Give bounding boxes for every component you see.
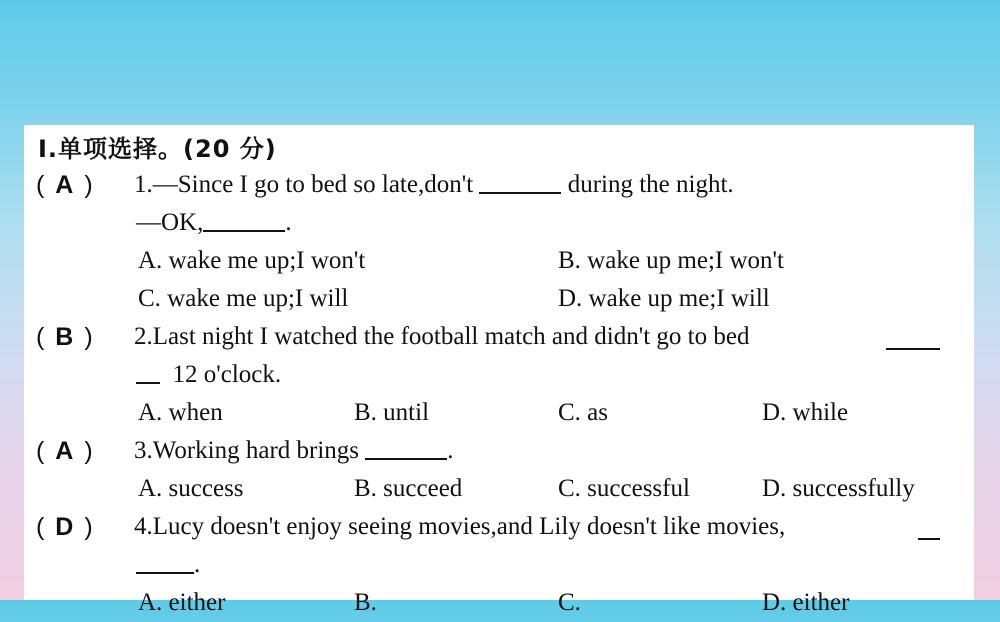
question-2 [24, 318, 974, 356]
answer-blank [886, 324, 940, 350]
question-number: 3. [134, 437, 153, 464]
option-a: A. either [138, 589, 226, 616]
option-d: D. either [762, 589, 850, 616]
question-text: —Since I go to bed so late,don't [152, 171, 474, 198]
answer-blank [136, 358, 160, 384]
question-number: 1. [134, 171, 153, 198]
question-1-line-2 [24, 204, 974, 242]
option-b: B. [354, 589, 377, 616]
option-d: D. wake up me;I will [558, 285, 770, 312]
option-d: D. successfully [762, 475, 915, 502]
question-text: . [447, 437, 454, 464]
answer-letter: A [55, 171, 74, 199]
option-c: C. successful [558, 475, 690, 502]
answer-letter: A [55, 437, 74, 465]
option-a: A. wake me up;I won't [138, 247, 366, 274]
question-3 [24, 432, 974, 470]
section-title: Ⅰ.单项选择。(20 分) [38, 135, 277, 163]
answer-paren: ( B ) [36, 318, 93, 356]
answer-blank [136, 548, 194, 574]
question-text: 12 o'clock. [172, 361, 282, 388]
answer-blank [203, 206, 285, 232]
answer-letter: D [55, 513, 74, 541]
question-text: —OK, [136, 209, 204, 236]
question-text: Working hard brings [152, 437, 360, 464]
answer-paren: ( D ) [36, 508, 93, 546]
worksheet [24, 125, 974, 616]
answer-blank [918, 514, 940, 540]
answer-paren: ( A ) [36, 432, 93, 470]
answer-blank [479, 168, 561, 194]
options-row [24, 470, 974, 508]
answer-letter: B [55, 323, 74, 351]
question-4 [24, 508, 974, 546]
question-text: . [194, 551, 201, 578]
question-number: 4. [134, 513, 153, 540]
question-text: during the night. [567, 171, 734, 198]
question-2-line-2 [24, 356, 974, 394]
options-row [24, 280, 974, 318]
options-row [24, 394, 974, 432]
question-number: 2. [134, 323, 153, 350]
option-d: D. while [762, 399, 849, 426]
option-c: C. as [558, 399, 608, 426]
question-4-line-2 [24, 546, 974, 584]
question-text: Last night I watched the football match and didn't go to bed [152, 323, 750, 350]
options-row [24, 584, 974, 622]
question-1 [24, 166, 974, 204]
option-b: B. succeed [354, 475, 463, 502]
answer-blank [365, 434, 447, 460]
option-b: B. until [354, 399, 430, 426]
question-text: Lucy doesn't enjoy seeing movies,and Lily doesn't like movies, [152, 513, 786, 540]
option-c: C. wake me up;I will [138, 285, 349, 312]
option-c: C. [558, 589, 581, 616]
option-a: A. success [138, 475, 244, 502]
option-a: A. when [138, 399, 223, 426]
question-text: . [285, 209, 292, 236]
answer-paren: ( A ) [36, 166, 93, 204]
options-row [24, 242, 974, 280]
option-b: B. wake up me;I won't [558, 247, 784, 274]
